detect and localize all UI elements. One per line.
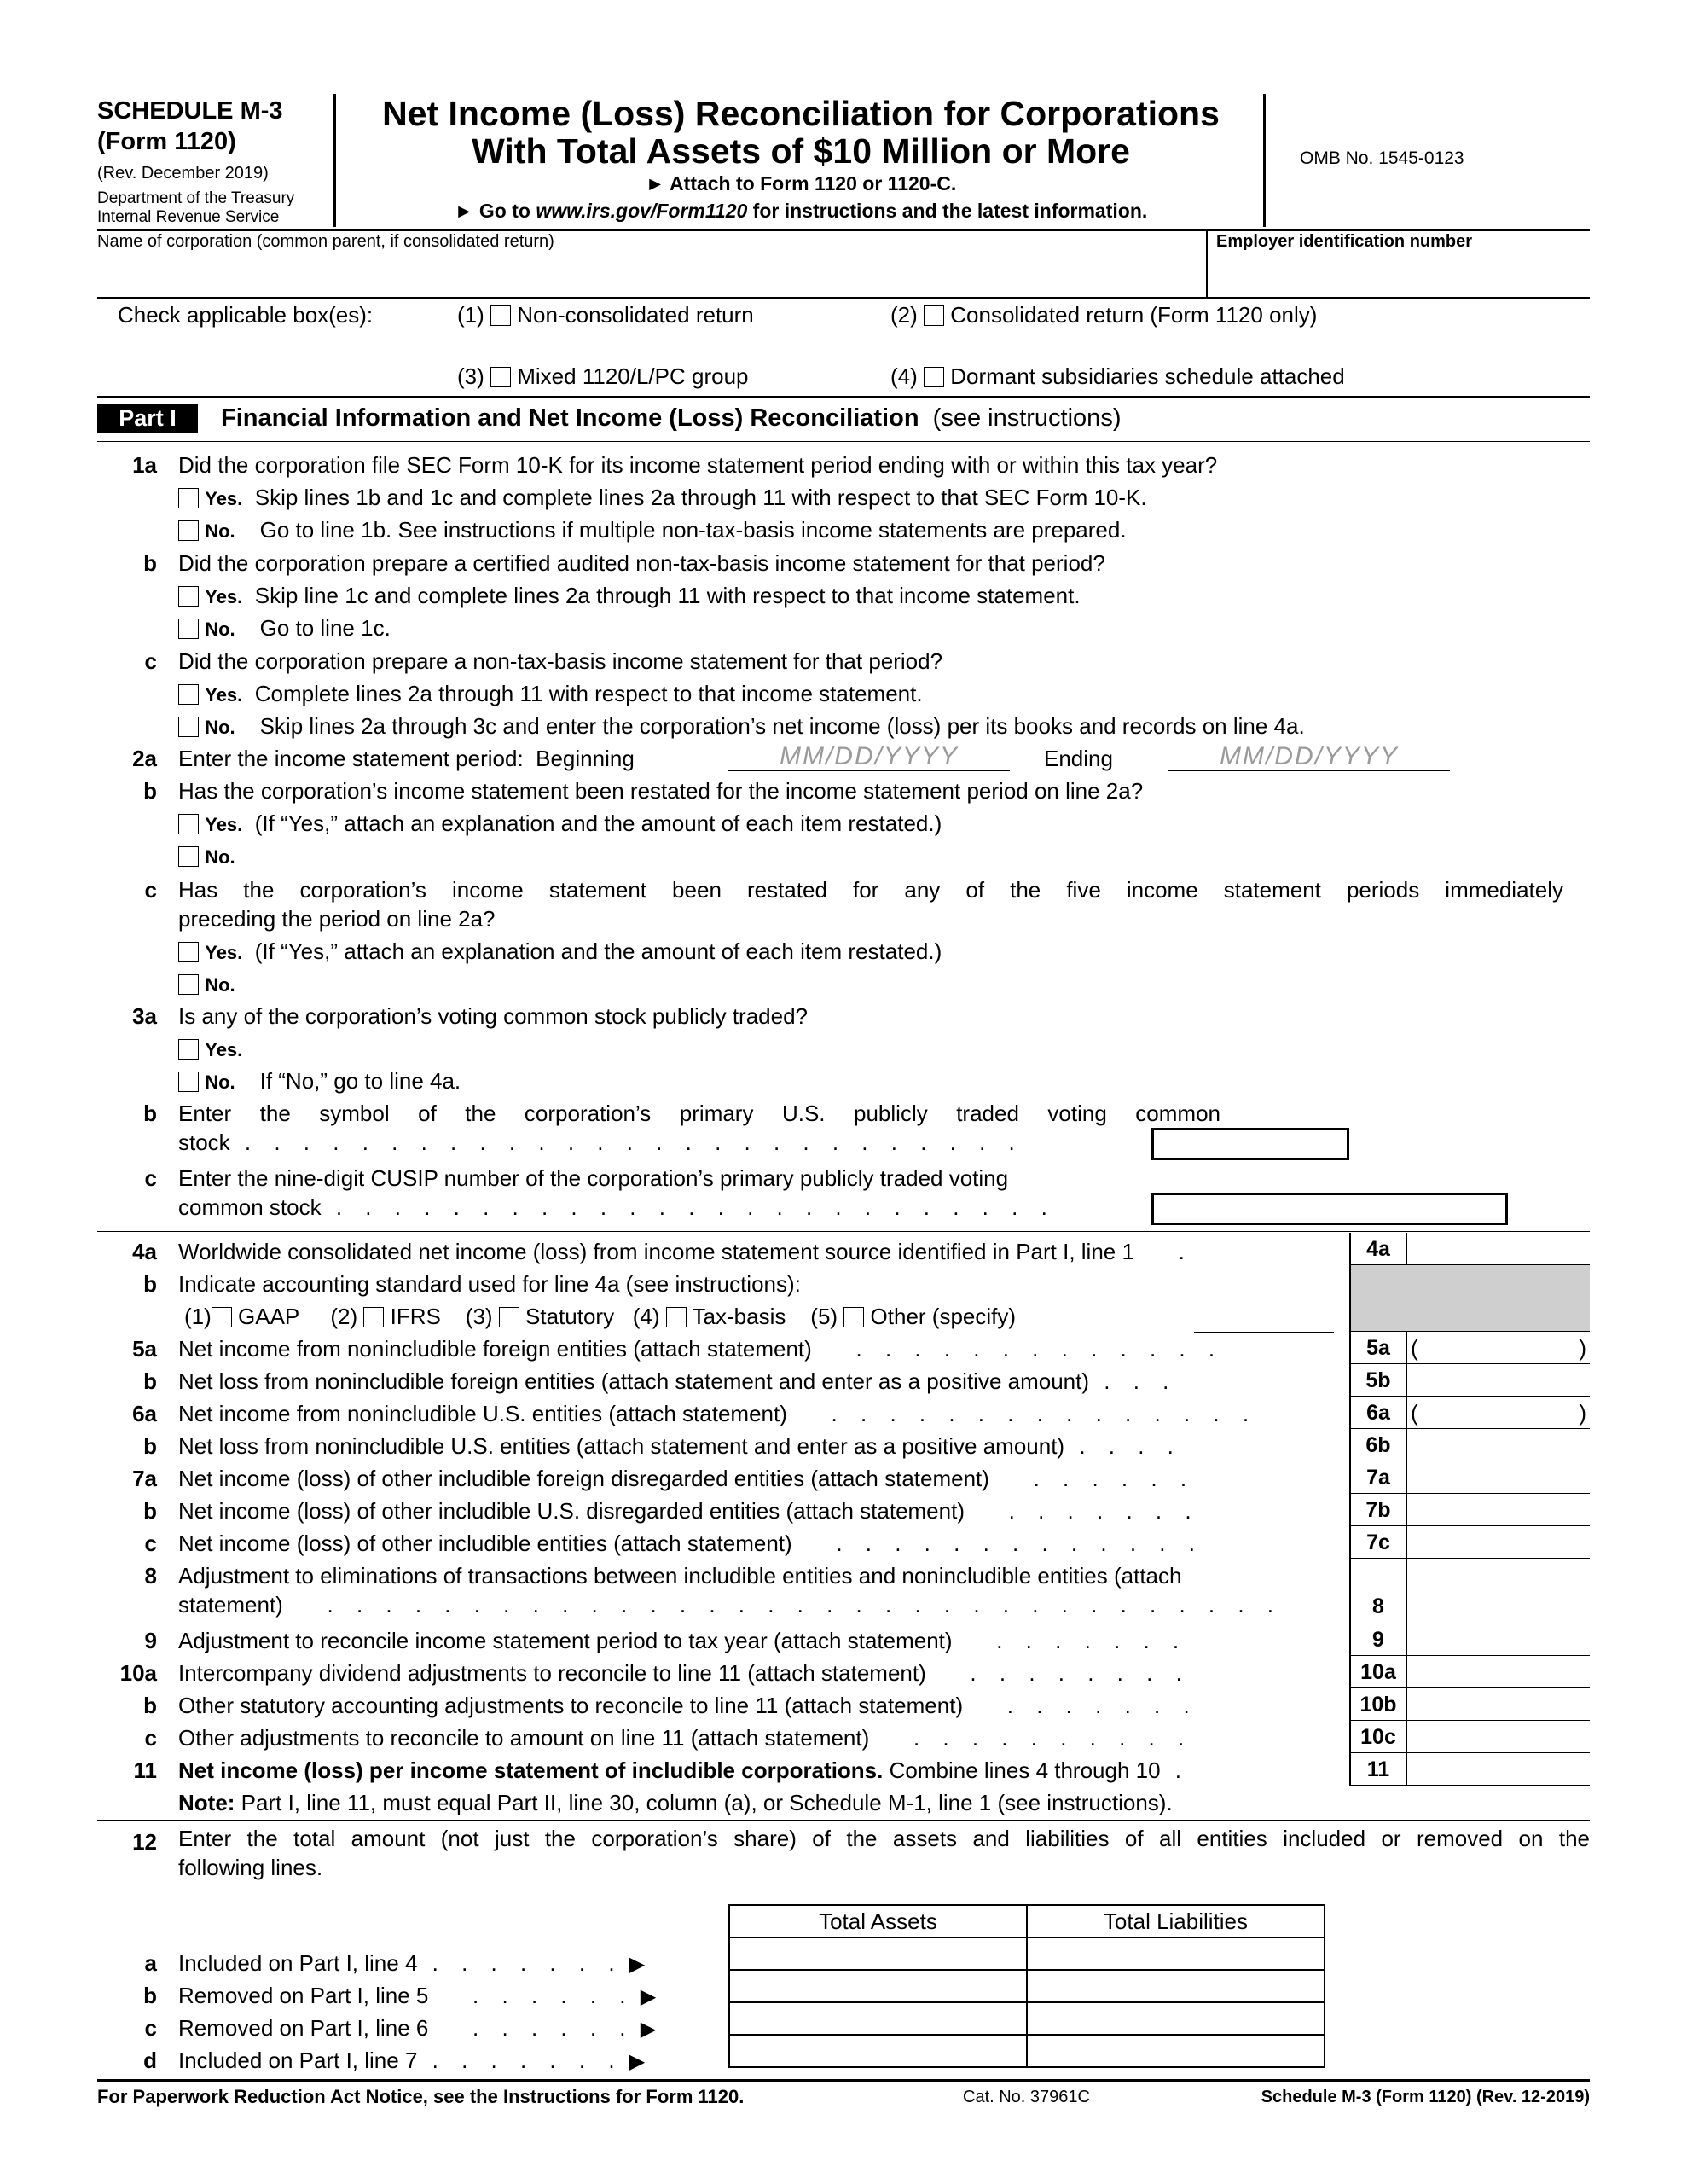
schedule-name: SCHEDULE M-3	[97, 97, 283, 125]
corporation-name-field[interactable]	[97, 253, 1204, 295]
footer-form-id: Schedule M-3 (Form 1120) (Rev. 12-2019)	[1261, 2088, 1590, 2106]
line-8-text-2: statement)	[178, 1592, 283, 1618]
form-page	[97, 94, 1590, 2158]
table-row	[729, 1970, 1325, 2002]
line-6a-box-label: 6a	[1349, 1397, 1407, 1429]
line-2b-no-checkbox[interactable]	[178, 846, 199, 867]
omb-block	[1266, 94, 1590, 227]
line-3c-text-1: Enter the nine-digit CUSIP number of the corporation’s primary publicly traded voting	[178, 1165, 1009, 1191]
line-1a-question: Did the corporation file SEC Form 10-K for its income statement period ending with or within this tax year?	[178, 452, 1218, 478]
yes-label: Yes.	[205, 684, 243, 706]
date-placeholder: MM/DD/YYYY	[1219, 742, 1400, 770]
line-7a-number: 7a	[132, 1466, 157, 1491]
line-1a-yes-checkbox[interactable]	[178, 488, 199, 508]
line-1b-yes-checkbox[interactable]	[178, 586, 199, 607]
line-8-text-1: Adjustment to eliminations of transactions between includible entities and nonincludible entities (attach	[178, 1563, 1182, 1589]
line-3a-yes-checkbox[interactable]	[178, 1039, 199, 1060]
line-1b-question: Did the corporation prepare a certified audited non-tax-basis income statement for that period?	[178, 550, 1105, 576]
line-6b: Net loss from nonincludible U.S. entities (attach statement and enter as a positive amount) . . . .	[178, 1433, 1182, 1459]
line-2b-no	[178, 843, 235, 869]
line-10b-box-label: 10b	[1349, 1688, 1407, 1721]
other-standard-label: Other (specify)	[870, 1304, 1017, 1329]
line-12-text-2: following lines.	[178, 1855, 323, 1880]
line-10c-box-label: 10c	[1349, 1721, 1407, 1753]
line-1c-yes-text: Complete lines 2a through 11 with respect to that income statement.	[254, 681, 923, 706]
line-12c-number: c	[144, 2015, 157, 2041]
consolidated-checkbox[interactable]	[924, 305, 944, 326]
line-10c: Other adjustments to reconcile to amount on line 11 (attach statement) . . . . . . . . . .	[178, 1725, 1193, 1751]
dormant-subsidiaries-checkbox[interactable]	[924, 367, 944, 387]
ending-label: Ending	[1044, 746, 1113, 771]
line-4a-number: 4a	[132, 1239, 157, 1264]
line-3b-number: b	[143, 1101, 157, 1126]
yes-label: Yes.	[205, 814, 243, 835]
department: Department of the Treasury	[97, 189, 295, 207]
paren-open: (	[1411, 1400, 1418, 1426]
line-2a	[178, 746, 635, 772]
ein-label: Employer identification number	[1216, 232, 1473, 251]
line-11-number: 11	[133, 1757, 157, 1783]
shaded-area	[1349, 1265, 1590, 1332]
other-standard-checkbox[interactable]	[844, 1307, 864, 1327]
line-1c-no	[178, 713, 1305, 740]
line-7b-box-label: 7b	[1349, 1494, 1407, 1526]
line-7a: Net income (loss) of other includible foreign disregarded entities (attach statement) . . . . . .	[178, 1466, 1196, 1491]
line-7b: Net income (loss) of other includible U.S. disregarded entities (attach statement) . . . . . . .	[178, 1498, 1200, 1524]
catalog-number: Cat. No. 37961C	[963, 2088, 1090, 2106]
line-10a-amount[interactable]	[1407, 1656, 1590, 1688]
line-8-box	[1349, 1559, 1407, 1623]
no-label: No.	[205, 974, 235, 996]
line-12a: Included on Part I, line 4 . . . . . . . ▶	[178, 1950, 646, 1976]
line-7a-amount[interactable]	[1407, 1461, 1590, 1494]
divider	[97, 229, 1590, 231]
line-11-amount[interactable]	[1407, 1753, 1590, 1786]
tax-basis-checkbox[interactable]	[666, 1307, 687, 1327]
form-number: (Form 1120)	[97, 128, 236, 155]
divider	[97, 1820, 1590, 1821]
line-12b-assets-cell[interactable]	[729, 1970, 1027, 2002]
line-1b-yes-text: Skip line 1c and complete lines 2a through 11 with respect to that income statement.	[254, 583, 1081, 608]
goto-instruction	[336, 200, 1266, 223]
line-10b: Other statutory accounting adjustments to reconcile to line 11 (attach statement) . . . . . . .	[178, 1693, 1198, 1718]
line-1c-question: Did the corporation prepare a non-tax-basis income statement for that period?	[178, 648, 943, 674]
line-12a-liabilities-cell[interactable]	[1027, 1937, 1325, 1970]
paperwork-notice: For Paperwork Reduction Act Notice, see the Instructions for Form 1120.	[97, 2086, 745, 2107]
line-8-number: 8	[144, 1563, 157, 1589]
line-2c-yes-text: (If “Yes,” attach an explanation and the amount of each item restated.)	[254, 938, 942, 964]
line-8-amount[interactable]	[1407, 1559, 1590, 1623]
table-header-row	[729, 1905, 1325, 1937]
line-11-box-label: 11	[1349, 1753, 1407, 1786]
line-12b-number: b	[143, 1983, 157, 2008]
accounting-standard-options	[184, 1304, 1016, 1330]
other-standard-input[interactable]	[1194, 1304, 1334, 1333]
goto-suffix: for instructions and the latest information.	[747, 200, 1148, 222]
part-1-title-note: (see instructions)	[932, 404, 1122, 432]
line-12a-assets-cell[interactable]	[729, 1937, 1027, 1970]
line-2a-text: Enter the income statement period:	[178, 746, 524, 771]
statutory-checkbox[interactable]	[499, 1307, 519, 1327]
line-12-text-1: Enter the total amount (not just the corporation’s share) of the assets and liabilities of all entities included or removed on the	[178, 1826, 1590, 1851]
line-2c-number: c	[144, 877, 157, 903]
line-2b-yes	[178, 810, 942, 837]
line-12a-number: a	[144, 1950, 157, 1976]
line-9-number: 9	[144, 1628, 157, 1653]
yes-label: Yes.	[205, 586, 243, 607]
line-4b-number: b	[143, 1271, 157, 1297]
line-5a: Net income from nonincludible foreign entities (attach statement) . . . . . . . . . . . . .	[178, 1336, 1224, 1362]
line-1a-no-checkbox[interactable]	[178, 520, 199, 541]
line-3a-no-text: If “No,” go to line 4a.	[259, 1068, 461, 1094]
line-8-box-label: 8	[1372, 1594, 1384, 1618]
line-12a-text: Included on Part I, line 4	[178, 1950, 418, 1976]
line-12b-text: Removed on Part I, line 5	[178, 1983, 429, 2008]
check-applicable-label: Check applicable box(es):	[118, 302, 374, 328]
omb-number: OMB No. 1545-0123	[1300, 148, 1464, 168]
line-10b-amount[interactable]	[1407, 1688, 1590, 1721]
line-5b: Net loss from nonincludible foreign entities (attach statement and enter as a positive amount) . . .	[178, 1368, 1178, 1394]
line-1c-number: c	[144, 648, 157, 674]
line-12c-assets-cell[interactable]	[729, 2002, 1027, 2035]
line-6a-amount[interactable]	[1407, 1397, 1590, 1429]
line-1a-number: 1a	[132, 452, 157, 478]
line-6b-number: b	[143, 1433, 157, 1459]
line-6a: Net income from nonincludible U.S. entities (attach statement) . . . . . . . . . . . . . . .	[178, 1401, 1258, 1426]
line-9: Adjustment to reconcile income statement period to tax year (attach statement) . . . . . . .	[178, 1628, 1188, 1653]
line-6a-text: Net income from nonincludible U.S. entities (attach statement)	[178, 1401, 787, 1426]
part-1-tag: Part I	[97, 404, 198, 433]
line-2b-yes-text: (If “Yes,” attach an explanation and the amount of each item restated.)	[254, 810, 942, 836]
line-6a-number: 6a	[132, 1401, 157, 1426]
paren-open: (	[1411, 1335, 1418, 1361]
ifrs-label: IFRS	[390, 1304, 441, 1329]
line-5a-amount[interactable]	[1407, 1332, 1590, 1364]
line-5a-number: 5a	[132, 1336, 157, 1362]
line-3c-number: c	[144, 1165, 157, 1191]
line-11-note	[178, 1790, 1173, 1816]
line-12d-assets-cell[interactable]	[729, 2035, 1027, 2067]
line-3b-text-2: stock . . . . . . . . . . . . . . . . . . . . . . . . . . .	[178, 1130, 1023, 1155]
table-row	[729, 2002, 1325, 2035]
form-title-line1: Net Income (Loss) Reconciliation for Corporations	[382, 94, 1220, 133]
paren-close: )	[1579, 1335, 1586, 1361]
table-row	[729, 2035, 1325, 2067]
line-1c-yes	[178, 681, 923, 707]
std-1-number: (1)	[184, 1304, 212, 1329]
divider	[1206, 229, 1208, 297]
option-number: (4)	[890, 363, 918, 389]
line-3a-number: 3a	[132, 1003, 157, 1029]
option-number: (2)	[890, 302, 918, 328]
line-5b-number: b	[143, 1368, 157, 1394]
option-label: Dormant subsidiaries schedule attached	[950, 363, 1345, 389]
form-id-block	[97, 94, 336, 227]
note-text: Part I, line 11, must equal Part II, line 30, column (a), or Schedule M-1, line 1 (see instructions).	[235, 1790, 1173, 1815]
line-12d-number: d	[143, 2048, 157, 2073]
ifrs-checkbox[interactable]	[363, 1307, 384, 1327]
line-4a-box-label: 4a	[1349, 1233, 1407, 1265]
no-label: No.	[205, 520, 235, 542]
line-12c: Removed on Part I, line 6 . . . . . . ▶	[178, 2015, 657, 2041]
line-7c-amount[interactable]	[1407, 1526, 1590, 1559]
line-10a-text: Intercompany dividend adjustments to reconcile to line 11 (attach statement)	[178, 1660, 926, 1686]
line-11-bold-text: Net income (loss) per income statement of includible corporations.	[178, 1757, 884, 1783]
line-7c: Net income (loss) of other includible entities (attach statement) . . . . . . . . . . . . .	[178, 1531, 1203, 1556]
mixed-group-checkbox[interactable]	[490, 367, 511, 387]
line-1c-yes-checkbox[interactable]	[178, 684, 199, 705]
line-11: Net income (loss) per income statement of includible corporations. Combine lines 4 through 10 .	[178, 1757, 1191, 1783]
agency: Internal Revenue Service	[97, 208, 280, 226]
line-1b-no	[178, 615, 391, 642]
line-3b-label: stock	[178, 1130, 230, 1155]
divider	[97, 2079, 1590, 2082]
ein-field[interactable]	[1216, 253, 1590, 295]
stock-symbol-input[interactable]	[1151, 1128, 1349, 1160]
line-4a: Worldwide consolidated net income (loss) from income statement source identified in Part I, line 1 .	[178, 1239, 1193, 1264]
revision-date: (Rev. December 2019)	[97, 164, 269, 183]
line-2c-no	[178, 971, 235, 997]
line-10c-text: Other adjustments to reconcile to amount on line 11 (attach statement)	[178, 1725, 870, 1751]
line-7a-box-label: 7a	[1349, 1461, 1407, 1494]
line-1b-yes	[178, 583, 1081, 609]
period-ending-input[interactable]	[1168, 742, 1450, 771]
gaap-label: GAAP	[238, 1304, 300, 1329]
std-2-number: (2)	[330, 1304, 358, 1329]
line-11-text: Combine lines 4 through 10	[883, 1757, 1161, 1783]
gaap-checkbox[interactable]	[212, 1307, 232, 1327]
line-10c-number: c	[144, 1725, 157, 1751]
line-2b-number: b	[143, 778, 157, 804]
assets-liabilities-table	[728, 1904, 1325, 2068]
check-option-1	[457, 302, 754, 328]
option-label: Mixed 1120/L/PC group	[517, 363, 749, 389]
line-1c-no-text: Skip lines 2a through 3c and enter the corporation’s net income (loss) per its books and records on line 4a.	[259, 713, 1305, 739]
line-7c-text: Net income (loss) of other includible entities (attach statement)	[178, 1531, 792, 1556]
corporation-name-label: Name of corporation (common parent, if consolidated return)	[97, 232, 554, 251]
line-1a-yes-text: Skip lines 1b and 1c and complete lines 2a through 11 with respect to that SEC Form 10-K.	[254, 485, 1147, 510]
period-beginning-input[interactable]	[728, 742, 1010, 771]
line-12d-liabilities-cell[interactable]	[1027, 2035, 1325, 2067]
non-consolidated-checkbox[interactable]	[490, 305, 511, 326]
part-1-title-text: Financial Information and Net Income (Loss) Reconciliation	[221, 404, 919, 432]
form-title-block	[336, 94, 1266, 227]
line-10b-number: b	[143, 1693, 157, 1718]
yes-label: Yes.	[205, 942, 243, 963]
table-row	[729, 1937, 1325, 1970]
line-10c-amount[interactable]	[1407, 1721, 1590, 1753]
line-12-number: 12	[132, 1829, 157, 1855]
line-7b-amount[interactable]	[1407, 1494, 1590, 1526]
tax-basis-label: Tax-basis	[692, 1304, 786, 1329]
total-assets-header: Total Assets	[729, 1905, 1027, 1937]
line-12d: Included on Part I, line 7 . . . . . . . ▶	[178, 2048, 646, 2073]
line-12b-liabilities-cell[interactable]	[1027, 1970, 1325, 2002]
yes-label: Yes.	[205, 1039, 243, 1060]
divider	[97, 396, 1590, 398]
line-1b-no-text: Go to line 1c.	[259, 615, 391, 641]
line-1a-yes	[178, 485, 1147, 511]
form-title-line2: With Total Assets of $10 Million or More	[472, 131, 1130, 171]
line-5b-text: Net loss from nonincludible foreign entities (attach statement and enter as a positive amount)	[178, 1368, 1090, 1394]
std-3-number: (3)	[465, 1304, 493, 1329]
line-7c-number: c	[144, 1531, 157, 1556]
no-label: No.	[205, 717, 235, 738]
line-3a-question: Is any of the corporation’s voting common stock publicly traded?	[178, 1003, 809, 1029]
line-3a-yes	[178, 1036, 242, 1062]
line-9-text: Adjustment to reconcile income statement period to tax year (attach statement)	[178, 1628, 953, 1653]
date-placeholder: MM/DD/YYYY	[779, 742, 959, 770]
std-4-number: (4)	[632, 1304, 660, 1329]
divider	[97, 1231, 1590, 1232]
line-2c-yes	[178, 938, 942, 965]
goto-prefix: ► Go to	[454, 200, 536, 222]
statutory-label: Statutory	[525, 1304, 615, 1329]
no-label: No.	[205, 1072, 235, 1093]
line-2c-question-1: Has the corporation’s income statement been restated for any of the five income statement periods immediately	[178, 877, 1563, 903]
line-7b-number: b	[143, 1498, 157, 1524]
note-label: Note:	[178, 1790, 235, 1815]
option-label: Consolidated return (Form 1120 only)	[950, 302, 1318, 328]
line-3a-no-checkbox[interactable]	[178, 1072, 199, 1092]
line-3a-no	[178, 1068, 461, 1095]
line-1a-no	[178, 517, 1127, 543]
yes-label: Yes.	[205, 488, 243, 509]
line-9-box-label: 9	[1349, 1623, 1407, 1656]
irs-url-link[interactable]: www.irs.gov/Form1120	[536, 200, 748, 222]
line-3c-text-2: common stock . . . . . . . . . . . . . . . . . . . . . . . . .	[178, 1194, 1056, 1220]
line-5a-box-label: 5a	[1349, 1332, 1407, 1364]
line-12c-liabilities-cell[interactable]	[1027, 2002, 1325, 2035]
line-6b-box-label: 6b	[1349, 1429, 1407, 1461]
beginning-label: Beginning	[536, 746, 635, 771]
line-3c-label: common stock	[178, 1194, 322, 1220]
line-1b-no-checkbox[interactable]	[178, 619, 199, 639]
check-option-3	[457, 363, 749, 390]
option-number: (1)	[457, 302, 484, 328]
line-7b-text: Net income (loss) of other includible U.S. disregarded entities (attach statement)	[178, 1498, 965, 1524]
line-2b-yes-checkbox[interactable]	[178, 814, 199, 834]
no-label: No.	[205, 846, 235, 868]
line-4b-text: Indicate accounting standard used for line 4a (see instructions):	[178, 1271, 801, 1297]
total-liabilities-header: Total Liabilities	[1027, 1905, 1325, 1937]
line-2b-question: Has the corporation’s income statement been restated for the income statement period on line 2a?	[178, 778, 1144, 804]
line-5a-text: Net income from nonincludible foreign entities (attach statement)	[178, 1336, 812, 1362]
line-1a-no-text: Go to line 1b. See instructions if multiple non-tax-basis income statements are prepared.	[259, 517, 1127, 543]
line-7c-box-label: 7c	[1349, 1526, 1407, 1559]
std-5-number: (5)	[810, 1304, 838, 1329]
check-option-2	[890, 302, 1317, 328]
line-4a-text: Worldwide consolidated net income (loss) from income statement source identified in Part I, line 1	[178, 1239, 1134, 1264]
line-10a-number: 10a	[119, 1660, 157, 1686]
line-8-text-2-row: statement) . . . . . . . . . . . . . . . . . . . . . . . . . . . . . . . . .	[178, 1592, 1283, 1618]
paren-close: )	[1579, 1400, 1586, 1426]
cusip-number-input[interactable]	[1151, 1193, 1508, 1225]
line-10b-text: Other statutory accounting adjustments to reconcile to line 11 (attach statement)	[178, 1693, 964, 1718]
check-option-4	[890, 363, 1345, 390]
line-7a-text: Net income (loss) of other includible foreign disregarded entities (attach statement)	[178, 1466, 989, 1491]
line-2c-yes-checkbox[interactable]	[178, 942, 199, 962]
line-12c-text: Removed on Part I, line 6	[178, 2015, 429, 2041]
line-1c-no-checkbox[interactable]	[178, 717, 199, 737]
option-label: Non-consolidated return	[517, 302, 754, 328]
line-12b: Removed on Part I, line 5 . . . . . . ▶	[178, 1983, 657, 2008]
line-1b-number: b	[143, 550, 157, 576]
option-number: (3)	[457, 363, 484, 389]
line-5b-box-label: 5b	[1349, 1364, 1407, 1397]
line-12d-text: Included on Part I, line 7	[178, 2048, 418, 2073]
line-6b-text: Net loss from nonincludible U.S. entities (attach statement and enter as a positive amount)	[178, 1433, 1065, 1459]
line-10a: Intercompany dividend adjustments to reconcile to line 11 (attach statement) . . . . . . . .	[178, 1660, 1191, 1686]
line-4a-amount[interactable]	[1407, 1233, 1590, 1265]
line-2a-number: 2a	[132, 746, 157, 771]
line-3b-text-1: Enter the symbol of the corporation’s primary U.S. publicly traded voting common	[178, 1101, 1220, 1126]
divider	[97, 441, 1590, 442]
part-1-title	[221, 404, 1121, 433]
line-9-amount[interactable]	[1407, 1623, 1590, 1656]
divider	[97, 297, 1590, 299]
line-2c-question-2: preceding the period on line 2a?	[178, 906, 496, 932]
line-6b-amount[interactable]	[1407, 1429, 1590, 1461]
attach-instruction: ► Attach to Form 1120 or 1120-C.	[645, 172, 957, 195]
no-label: No.	[205, 619, 235, 640]
line-2c-no-checkbox[interactable]	[178, 974, 199, 995]
line-5b-amount[interactable]	[1407, 1364, 1590, 1397]
line-10a-box-label: 10a	[1349, 1656, 1407, 1688]
